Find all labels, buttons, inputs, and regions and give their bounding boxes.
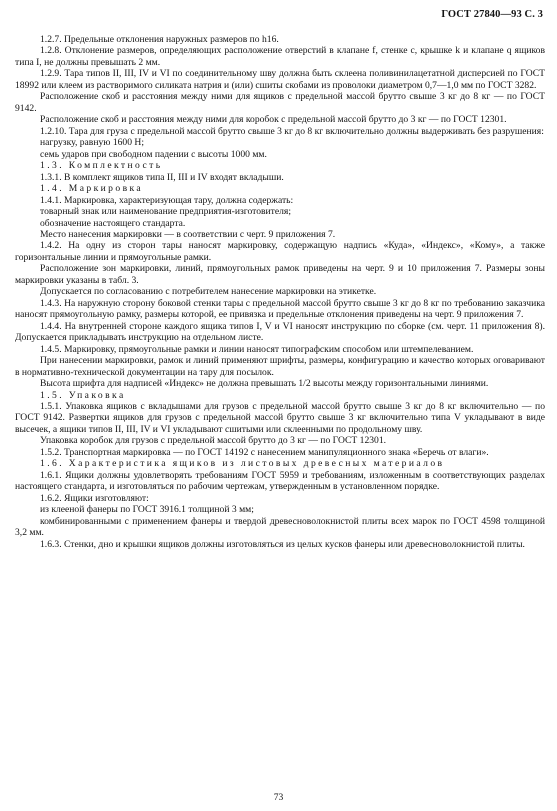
paragraph-marking-zones: Расположение зон маркировки, линий, прямоугольных рамок приведены на черт. 9 и 10 приложения 7. Размеры зоны маркировки указаны в табл. 3. <box>15 263 545 286</box>
page-number: 73 <box>273 792 284 803</box>
paragraph-1-6-2: 1.6.2. Ящики изготовляют: <box>40 492 149 504</box>
paragraph-1-3-1: 1.3.1. В комплект ящиков типа II, III и IV входят вкладыши. <box>40 171 284 183</box>
paragraph-1-4-1: 1.4.1. Маркировка, характеризующая тару, должна содержать: <box>40 194 294 206</box>
section-heading-1-5: 1.5. Упаковка <box>40 389 126 401</box>
paragraph-fonts: При нанесении маркировки, рамок и линий применяют шрифты, размеры, конфигурацию и качество которых оговаривают в нормативно-технической документации на тару для посылок. <box>15 355 545 378</box>
paragraph-1-2-8: 1.2.8. Отклонение размеров, определяющих расположение отверстий в клапане f, стенке c, крышке k и клапане q ящиков типа I, не должны превышать 2 мм. <box>15 45 545 68</box>
running-header: ГОСТ 27840—93 С. 3 <box>441 9 543 20</box>
paragraph-marking-place: Место нанесения маркировки — в соответствии с черт. 9 приложения 7. <box>40 228 336 240</box>
paragraph-1-4-3: 1.4.3. На наружную сторону боковой стенки тары с предельной массой брутто свыше 3 кг до 8 кг по требованию заказчика наносят прямоугольную рамку, размеры которой, ее привязка и предельные отклонения приведены на черт. 9 приложения 7. <box>15 297 545 321</box>
paragraph-1-2-7: 1.2.7. Предельные отклонения наружных размеров по h16. <box>40 34 279 45</box>
list-item-plywood: из клееной фанеры по ГОСТ 3916.1 толщиной 3 мм; <box>40 504 254 516</box>
section-heading-1-4: 1.4. Маркировка <box>40 183 144 195</box>
list-item-trademark: товарный знак или наименование предприятия-изготовителя; <box>40 206 291 218</box>
paragraph-staples-cartons: Расположение скоб и расстояния между ними для коробок с предельной массой брутто до 3 кг — по ГОСТ 12301. <box>40 114 507 126</box>
section-heading-1-6: 1.6. Характеристика ящиков из листовых древесных материалов <box>40 458 445 470</box>
paragraph-1-4-5: 1.4.5. Маркировку, прямоугольные рамки и линии наносят типографским способом или штемпелеванием. <box>40 343 474 355</box>
paragraph-1-4-4: 1.4.4. На внутренней стороне каждого ящика типов I, V и VI наносят инструкцию по сборке (см. черт. 11 приложения 8). Допускается прикладывать инструкцию на отдельном листе. <box>15 320 545 344</box>
list-item-load: нагрузку, равную 1600 Н; <box>40 137 145 149</box>
paragraph-1-6-1: 1.6.1. Ящики должны удовлетворять требованиям ГОСТ 5959 и требованиям, изложенным в соответствующих разделах настоящего стандарта, и изготовляться по рабочим чертежам, утвержденным в установленном порядке. <box>15 469 545 493</box>
paragraph-staples-boxes: Расположение скоб и расстояния между ними для ящиков с предельной массой брутто свыше 3 кг до 8 кг — по ГОСТ 9142. <box>15 91 545 114</box>
list-item-drops: семь ударов при свободном падении с высоты 1000 мм. <box>40 148 267 160</box>
paragraph-1-6-3: 1.6.3. Стенки, дно и крышки ящиков должны изготовляться из целых кусков фанеры или древесноволокнистой плиты. <box>40 538 525 550</box>
paragraph-1-4-2: 1.4.2. На одну из сторон тары наносят маркировку, содержащую надпись «Куда», «Индекс», «Кому», а также горизонтальные линии и прямоугольные рамки. <box>15 240 545 263</box>
paragraph-1-2-9: 1.2.9. Тара типов II, III, IV и VI по соединительному шву должна быть склеена поливинилацетатной дисперсией по ГОСТ 18992 или клеем из растворимого силиката натрия и (или) сшиты скобами из проволоки диаметром 0,7—1,0 мм по ГОСТ 3282. <box>15 68 545 91</box>
list-item-designation: обозначение настоящего стандарта. <box>40 217 186 229</box>
paragraph-1-2-10: 1.2.10. Тара для груза с предельной массой брутто свыше 3 кг до 8 кг включительно должны выдерживать без разрушения: <box>40 125 544 137</box>
section-heading-1-3: 1.3. Комплектность <box>40 160 163 172</box>
paragraph-label-allowed: Допускается по согласованию с потребителем нанесение маркировки на этикетке. <box>40 286 377 298</box>
list-item-combined: комбинированными с применением фанеры и твердой древесноволокнистой плиты всех марок по ГОСТ 4598 толщиной 3,2 мм. <box>15 515 545 539</box>
document-body <box>15 34 545 550</box>
paragraph-1-5-1: 1.5.1. Упаковка ящиков с вкладышами для грузов с предельной массой брутто свыше 3 кг до 8 кг включительно — по ГОСТ 9142. Развертки ящиков для грузов с предельной массой брутто свыше 3 кг включительно типа V укладывают в виде высечек, а ящики типов II, III, IV и VI укладывают сшитыми или склеенными по продольному шву. <box>15 401 545 435</box>
paragraph-1-5-2: 1.5.2. Транспортная маркировка — по ГОСТ 14192 с нанесением манипуляционного знака «Беречь от влаги». <box>40 446 489 458</box>
paragraph-font-height: Высота шрифта для надписей «Индекс» не должна превышать 1/2 высоты между горизонтальными линиями. <box>40 378 489 390</box>
paragraph-carton-packing: Упаковка коробок для грузов с предельной массой брутто до 3 кг — по ГОСТ 12301. <box>40 435 387 447</box>
